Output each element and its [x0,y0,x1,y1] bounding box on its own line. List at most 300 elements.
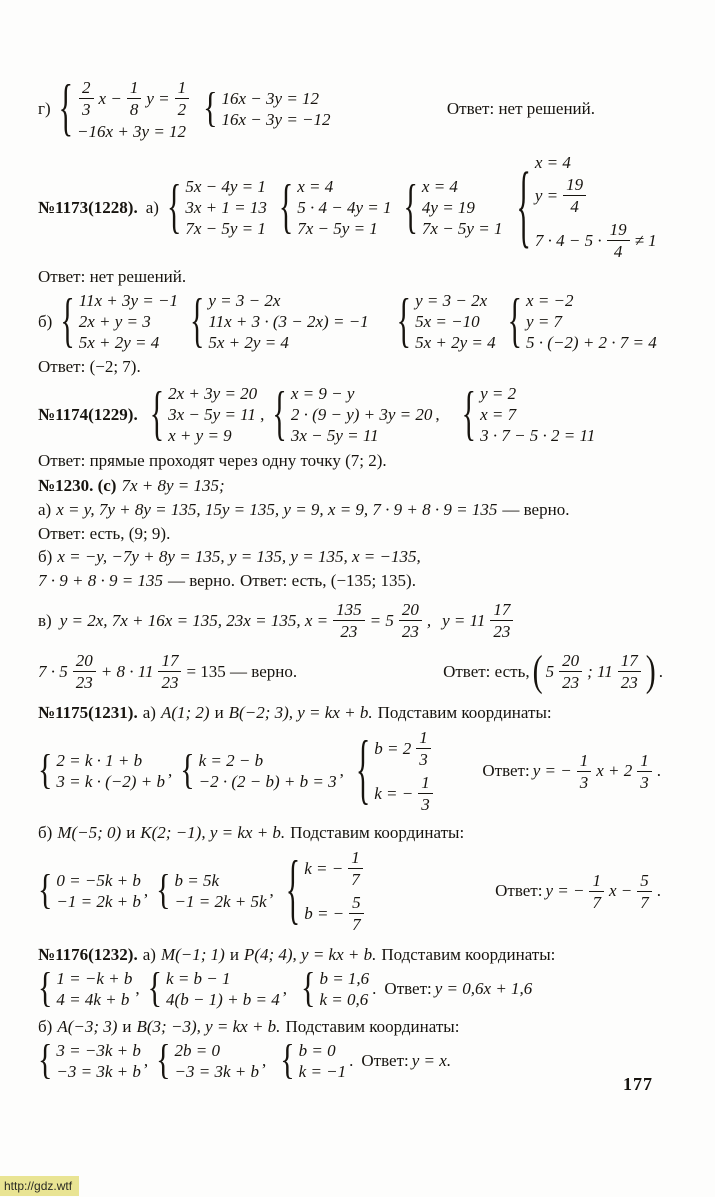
brace-icon: { [38,1037,53,1084]
equation-text: , [426,610,432,630]
system-lines [304,846,365,936]
system-1176b-3 [280,1037,347,1084]
point-p-and-eq: P(4; 4), y = kx + b. [243,945,377,964]
point-a: A(−3; 3) [57,1017,118,1036]
equation-text: + 8 · 11 [100,661,154,681]
point-a: A(1; 2) [160,703,210,722]
equation-text: x = y, 7y + 8y = 135, 15y = 135, y = 9, x = 9, 7 · 9 + 8 · 9 = 135 [56,500,498,519]
answer-value [545,869,653,914]
point-m: M(−5; 0) [57,823,122,842]
system-lines [374,726,435,816]
equation-line: 2 = k · 1 + b [56,751,143,770]
brace-icon: { [396,287,412,354]
equation-line: −1 = 2k + b [56,892,141,911]
fraction [490,600,513,641]
system-1175b-3 [286,846,366,936]
equation-line: 4y = 19 [421,198,475,217]
part-label: а) [142,945,156,964]
brace-icon: { [203,85,218,132]
equation-line: 3x + 1 = 13 [185,198,267,217]
brace-icon: { [38,867,53,914]
equation-line: 2x + 3y = 20 [168,384,258,403]
system-lines [415,290,496,353]
equation-run [38,649,297,694]
point-k-and-eq: K(2; −1), y = kx + b. [140,823,286,842]
brace-icon: { [156,1037,171,1084]
equation-run [60,598,516,643]
fraction-numerator: 1 [418,773,433,794]
brace-icon: { [280,1037,295,1084]
problem-number: №1175(1231). [38,703,138,722]
equation-text: k = − [304,859,344,878]
system-1175-3 [356,726,435,816]
system-lines [291,383,433,446]
system-1176b-1 [38,1037,141,1084]
equation-line: 5x − 4y = 1 [185,177,266,196]
brace-icon: { [272,380,287,447]
block-1175-heading [38,702,691,724]
equation-line: 3x − 5y = 11 [290,426,379,445]
brace-icon: { [507,287,523,354]
system-1173-2 [278,173,392,240]
equation-line: −3 = 3k + b [56,1062,141,1081]
block-1173b [38,287,691,354]
problem-number: №1173(1228). [38,197,138,217]
equation-text: x − [98,89,122,108]
equation-line [304,891,365,936]
system-1175b-1 [38,867,141,914]
equation-line: 11x + 3 · (3 − 2x) = −1 [208,312,369,331]
text: Подставим координаты: [290,823,465,842]
fraction [333,600,365,641]
equation-line: 1 = −k + b [56,969,133,988]
equation-line: 5x + 2y = 4 [78,333,160,352]
answer-label: Ответ: есть, [443,661,530,681]
answer-value [533,749,654,794]
system-lines [480,383,595,446]
equation-line: 4(b − 1) + b = 4 [166,990,280,1009]
brace-icon: { [403,173,418,240]
fraction [418,773,433,814]
conjunction: и [126,823,136,842]
equation-line: 16x − 3y = −12 [221,110,331,129]
equation-line: −3 = 3k + b [174,1062,259,1081]
equation-line: y = 3 − 2x [208,291,281,310]
equation-line: 2x + y = 3 [78,312,151,331]
fraction [348,848,363,889]
equation-line: −2 · (2 − b) + b = 3 [198,772,337,791]
fraction-denominator: 2 [177,100,187,119]
fraction-denominator: 23 [75,673,93,692]
fraction-numerator: 1 [127,78,142,99]
brace-icon: { [156,867,171,914]
equation-text: y = 11 [442,610,486,630]
equation-line: 2 · (9 − y) + 3y = 20 [290,405,433,424]
system-lines [319,968,369,1010]
separator-comma: , [435,404,440,424]
system-g2 [203,85,331,132]
system-1174-1 [149,380,258,447]
block-1230-heading [38,475,691,497]
system-g1 [58,73,191,143]
answer-value [546,649,643,694]
fraction-numerator: 17 [158,651,181,672]
fraction-denominator: 3 [640,772,649,792]
paren-icon: ( [532,646,543,695]
separator-comma: , [339,761,344,780]
fraction-denominator: 7 [352,915,361,934]
system-1174-2 [272,380,433,447]
equation-line: 11x + 3y = −1 [78,291,178,310]
punctuation: . [658,661,663,681]
punctuation: . [656,881,661,900]
equation-line: b = 1,6 [319,969,370,988]
fraction [637,871,652,912]
equation-text: 5 [545,661,555,681]
equation-text: x − [608,881,633,900]
block-1174 [38,380,691,447]
fraction-denominator: 3 [419,750,428,769]
separator-period: . [349,1051,354,1070]
system-lines [175,1040,259,1082]
part-label: в) [38,610,52,630]
separator-comma: , [262,1051,267,1070]
equation-line: x + y = 9 [168,426,232,445]
fraction-denominator: 3 [82,100,91,119]
equation-line: 5 · 4 − 4y = 1 [297,198,392,217]
fraction [349,893,364,934]
system-lines [56,1040,140,1082]
fraction-denominator: 23 [562,673,580,692]
equation-line: x = 4 [421,177,458,196]
answer-1176b [361,1051,451,1071]
equation-line: 16x − 3y = 12 [221,89,320,108]
answer-label: Ответ: [495,881,543,900]
equation-line: 2b = 0 [174,1041,221,1060]
punctuation: . [656,761,661,780]
brace-icon: { [285,846,301,933]
equation-line: b = 5k [174,871,220,890]
answer-text: Ответ: нет решений. [446,99,595,118]
equation-line: k = 0,6 [319,990,369,1009]
brace-icon: { [58,73,74,143]
equation-line: −16x + 3y = 12 [77,122,187,141]
equation-text: = 5 [369,610,394,630]
brace-icon: { [147,965,163,1012]
fraction-denominator: 4 [570,197,579,216]
system-lines [199,750,337,792]
fraction [577,751,592,792]
equation-line: 5x + 2y = 4 [208,333,289,352]
equation-text: b = 2 [374,739,412,758]
fraction [73,651,96,692]
line-1230w [38,646,691,695]
text: — верно. [502,500,570,519]
fraction-numerator: 1 [348,848,363,869]
equation-line: x = 7 [480,405,517,424]
fraction-numerator: 1 [175,78,190,99]
system-1173b-3 [396,287,496,354]
part-label: б) [38,1017,53,1036]
fraction-numerator: 135 [333,600,365,621]
brace-icon: { [461,380,477,447]
line-1230b [38,546,691,568]
line-1230v [38,598,691,643]
answer-text: Ответ: есть, (−135; 135). [240,571,416,590]
system-1173b-2 [189,287,369,354]
system-1176-1 [38,965,133,1012]
equation-text: 7 · 9 + 8 · 9 = 135 [38,571,163,590]
fraction-numerator: 1 [416,728,431,749]
point-m: M(−1; 1) [160,945,225,964]
fraction-numerator: 17 [618,651,641,672]
system-1175-1 [38,747,165,794]
fraction-numerator: 5 [349,893,364,914]
system-1173-3 [403,173,503,240]
equation-text: ≠ 1 [634,231,657,250]
equation-line: 4 = 4k + b [56,990,130,1009]
equation-line: 7x − 5y = 1 [297,219,378,238]
equation-line: x = 9 − y [290,384,355,403]
part-label: б) [38,547,53,566]
fraction-numerator: 20 [559,651,582,672]
system-1173-1 [166,173,267,240]
block-1175a-systems [38,726,691,816]
equation-text: y = − [545,881,585,900]
equation-line: 7x − 5y = 1 [421,219,503,238]
conjunction: и [214,703,224,722]
equation-text: 7 · 4 − 5 · [534,231,602,250]
brace-icon: { [301,965,316,1012]
fraction-denominator: 8 [129,100,139,119]
equation-line [535,218,657,263]
part-label-g: г) [38,99,51,118]
equation-line: k = −1 [298,1062,347,1081]
equation-line: x = 4 [297,177,334,196]
part-label: б) [38,311,53,331]
system-lines [299,1040,347,1082]
separator-period: . [372,979,377,998]
watermark-link[interactable]: http://gdz.wtf [0,1176,79,1196]
fraction [589,871,604,912]
equation-line: 3x − 5y = 11 [168,405,256,424]
fraction-denominator: 23 [620,673,638,692]
equation-line [77,76,191,121]
equation-line [304,846,365,891]
fraction [79,78,94,119]
point-b-and-eq: B(3; −3), y = kx + b. [136,1017,281,1036]
equation-line: b = 0 [298,1041,336,1060]
system-lines [79,290,178,353]
system-lines [422,176,503,239]
block-1175b-heading [38,822,691,844]
fraction-numerator: 20 [73,651,96,672]
separator-comma: , [260,404,265,424]
brace-icon: { [516,154,531,258]
answer-1173a: Ответ: нет решений. [38,267,187,286]
answer-label: Ответ: [361,1051,409,1070]
equation-text: ; 11 [587,661,613,681]
equation-line: 5 · (−2) + 2 · 7 = 4 [526,333,657,352]
conjunction: и [229,945,239,964]
fraction-numerator: 20 [399,600,422,621]
equation-line [374,726,435,771]
system-lines [77,76,191,142]
equation-text: = 135 — верно. [186,661,298,681]
equation-text: b = − [304,904,345,923]
equation-line: 3 · 7 − 5 · 2 = 11 [480,426,596,445]
system-1173b-1 [60,287,178,354]
equation-text: y = 2x, 7x + 16x = 135, 23x = 135, x = [59,610,329,630]
equation-line: x = 4 [534,153,571,172]
separator-comma: , [143,881,149,900]
fraction-numerator: 5 [637,871,652,892]
system-1176b-2 [156,1037,259,1084]
fraction-denominator: 3 [579,772,589,792]
fraction-numerator: 2 [79,78,94,99]
line-1230a [38,499,691,521]
equation-text: y = [534,186,559,205]
fraction [618,651,641,692]
equation-line: y = 2 [480,384,517,403]
system-1174-3 [461,380,596,447]
block-1176-heading [38,944,691,966]
system-1173b-4 [507,287,657,354]
brace-icon: { [60,287,75,354]
block-1175b-systems [38,846,691,936]
equation-line: 7x − 5y = 1 [185,219,266,238]
answer-value: y = 0,6x + 1,6 [434,979,533,998]
system-lines [526,290,657,353]
system-1176-2 [147,965,280,1012]
brace-icon: { [149,380,165,447]
fraction-denominator: 7 [592,892,601,912]
equation-line: k = b − 1 [166,969,231,988]
fraction [399,600,422,641]
equation-text: y = − [532,761,572,780]
page-number: 177 [623,1074,653,1094]
equation-line: 3 = −3k + b [56,1041,141,1060]
answer-1230v [443,646,663,695]
fraction-denominator: 23 [340,622,358,641]
equation-line: x = −2 [526,291,574,310]
equation-line: y = 7 [526,312,563,331]
line-1230b2 [38,570,691,592]
equation-line: 0 = −5k + b [56,871,141,890]
answer-1173b: Ответ: (−2; 7). [38,357,141,376]
equation-line [374,771,435,816]
part-label: а) [142,703,156,722]
fraction [559,651,582,692]
system-lines [175,870,267,912]
fraction-numerator: 19 [563,175,586,196]
system-1175-2 [180,747,337,794]
separator-comma: , [135,979,140,998]
equation-text: 7 · 5 [38,661,68,681]
equation-line: 3 = k · (−2) + b [56,772,165,791]
block-g [38,73,691,143]
fraction [127,78,142,119]
brace-icon: { [38,965,53,1012]
fraction-numerator: 1 [637,751,652,772]
equation-line: 5x + 2y = 4 [415,333,496,352]
separator-comma: , [167,761,173,780]
answer-label: Ответ: [384,979,432,998]
fraction [563,175,586,216]
problem-number: №1174(1229). [38,404,138,424]
problem-number: №1230. (с) [38,476,117,495]
text: Подставим координаты: [285,1017,460,1036]
system-lines [56,870,140,912]
separator-comma: , [282,979,288,998]
part-label: а) [38,500,52,519]
answer-1175b [495,869,661,914]
system-lines [56,968,132,1010]
brace-icon: { [278,173,294,240]
brace-icon: { [355,726,371,813]
fraction-denominator: 4 [613,242,623,261]
fraction [158,651,181,692]
equation-line [535,173,657,218]
paren-icon: ) [645,646,656,695]
fraction [607,220,630,261]
brace-icon: { [189,287,205,354]
fraction-denominator: 7 [351,870,360,889]
block-1176b-heading [38,1016,691,1038]
text: Подставим координаты: [381,945,556,964]
system-lines [166,968,280,1010]
fraction-denominator: 23 [401,622,419,641]
system-lines [297,176,391,239]
part-label: а) [145,197,159,217]
equation-line: −1 = 2k + 5k [174,892,267,911]
equation-text: y = [146,89,170,108]
answer-1176a [384,979,532,999]
equation-line: y = 3 − 2x [415,291,488,310]
answer-1175a [482,749,661,794]
text: Подставим координаты: [377,703,552,722]
system-lines [208,290,368,353]
separator-comma: , [269,881,274,900]
fraction-numerator: 1 [589,871,604,892]
fraction-numerator: 1 [577,751,592,772]
equation-line: k = 2 − b [198,751,264,770]
brace-icon: { [180,747,195,794]
fraction [416,728,431,769]
equation-line: 5x = −10 [415,312,480,331]
fraction-numerator: 19 [607,220,630,241]
fraction-denominator: 3 [421,795,430,814]
equation-text: k = − [374,784,414,803]
brace-icon: { [38,747,53,794]
fraction-denominator: 7 [640,892,649,912]
equation-text: 7x + 8y = 135; [121,476,225,495]
system-1175b-2 [156,867,267,914]
problem-number: №1176(1232). [38,945,138,964]
system-lines [535,152,657,263]
part-label: б) [38,823,53,842]
fraction-denominator: 23 [161,673,179,692]
fraction-denominator: 23 [493,622,511,641]
system-1176-3 [301,965,370,1012]
fraction-numerator: 17 [490,600,513,621]
fraction [175,78,190,119]
block-1176a-systems [38,965,691,1012]
text: — верно. [167,571,236,590]
point-b-and-eq: B(−2; 3), y = kx + b. [228,703,373,722]
system-lines [168,383,257,446]
brace-icon: { [166,173,182,240]
